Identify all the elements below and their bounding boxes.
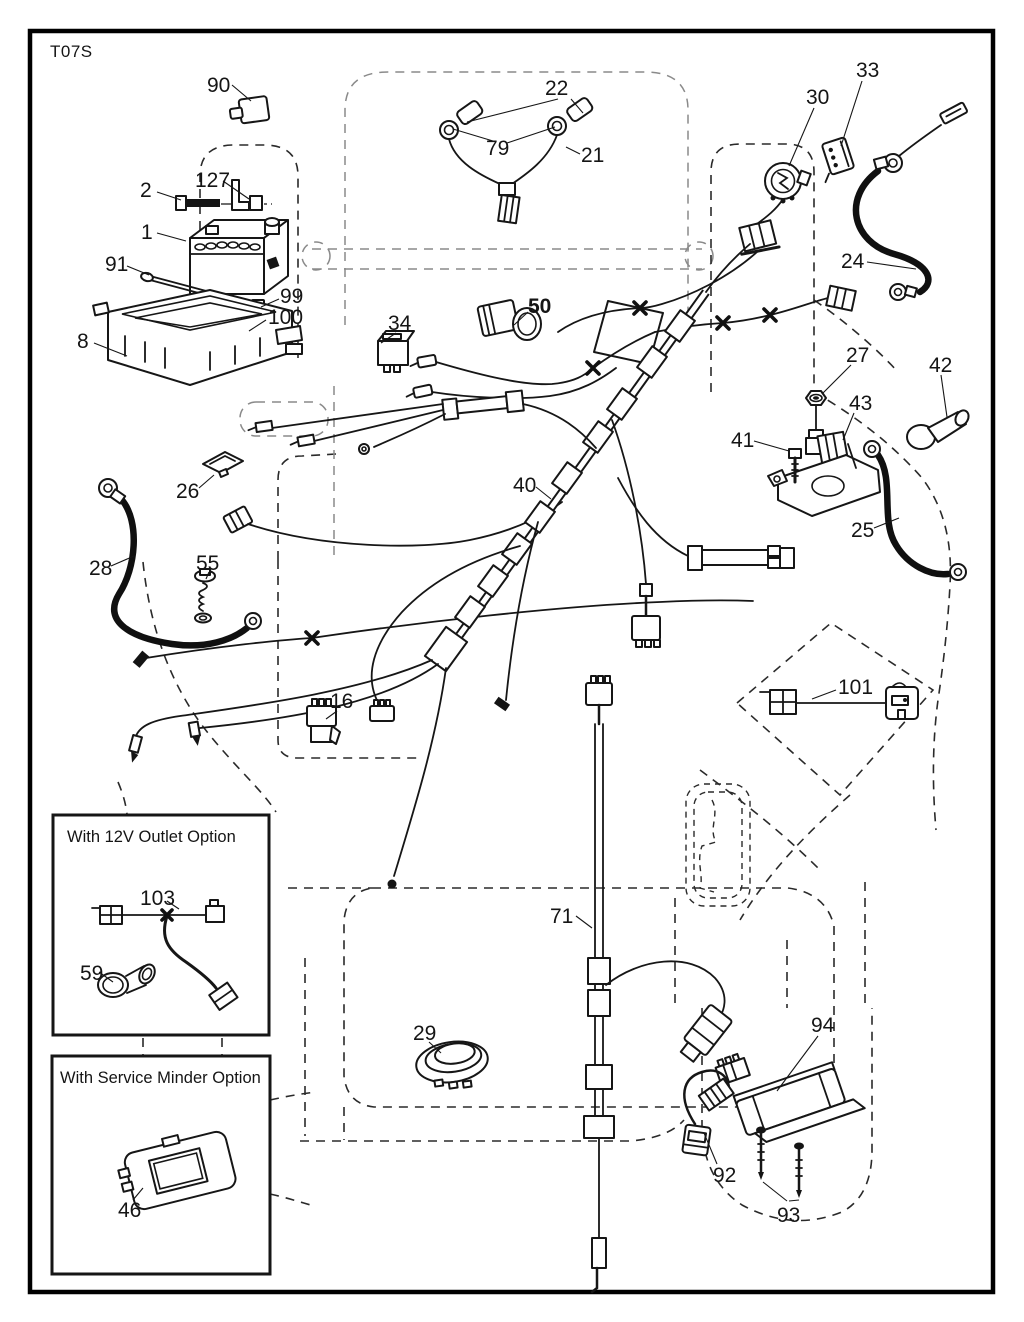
part-1-battery	[190, 218, 288, 294]
part-24-battery-cable	[856, 102, 968, 300]
label-91: 91	[105, 253, 129, 276]
inset-service-box	[52, 1056, 270, 1274]
part-8-battery-box	[93, 290, 302, 385]
label-46: 46	[118, 1199, 142, 1222]
label-100: 100	[268, 306, 304, 329]
label-25: 25	[851, 519, 875, 542]
part-27-nut	[806, 391, 826, 432]
label-71: 71	[550, 905, 574, 928]
part-29-cap	[414, 1037, 492, 1094]
part-71-wire	[584, 676, 733, 1292]
label-99: 99	[280, 285, 304, 308]
label-59: 59	[80, 962, 104, 985]
part-50-seat-switch	[477, 300, 663, 364]
label-26: 26	[176, 480, 200, 503]
label-2: 2	[140, 179, 152, 202]
label-1: 1	[141, 221, 153, 244]
part-127-bracket	[232, 180, 262, 210]
label-127: 127	[195, 169, 231, 192]
label-103: 103	[140, 887, 176, 910]
label-34: 34	[388, 312, 412, 335]
inset-outlet-box	[53, 815, 269, 1035]
part-42-boot	[907, 408, 971, 449]
part-94-module	[714, 1052, 865, 1147]
outlet-box-title: With 12V Outlet Option	[67, 828, 236, 846]
label-55: 55	[196, 552, 220, 575]
label-90: 90	[207, 74, 231, 97]
label-41: 41	[731, 429, 755, 452]
label-93: 93	[777, 1204, 801, 1227]
harness-end-connector	[370, 700, 394, 721]
label-43: 43	[849, 392, 873, 415]
label-16: 16	[330, 690, 354, 713]
part-22-79-21-headlight-harness	[440, 97, 594, 224]
label-8: 8	[77, 330, 89, 353]
label-24: 24	[841, 250, 865, 273]
label-79: 79	[486, 137, 510, 160]
part-30-ignition-switch	[765, 163, 811, 204]
label-29: 29	[413, 1022, 437, 1045]
label-92: 92	[713, 1164, 737, 1187]
service-box-title: With Service Minder Option	[60, 1069, 261, 1087]
label-27: 27	[846, 344, 870, 367]
diagram-code: T07S	[50, 42, 93, 61]
part-33-module	[814, 137, 856, 182]
label-50: 50	[528, 295, 552, 318]
label-40: 40	[513, 474, 537, 497]
label-30: 30	[806, 86, 830, 109]
part-55-screw-assembly	[195, 569, 215, 623]
label-94: 94	[811, 1014, 835, 1037]
label-42: 42	[929, 354, 953, 377]
part-43-solenoid	[768, 430, 880, 516]
part-26-fuse	[203, 452, 243, 477]
label-101: 101	[838, 676, 874, 699]
part-34-switch	[378, 331, 414, 372]
label-33: 33	[856, 59, 880, 82]
part-90-connector	[229, 96, 270, 125]
label-28: 28	[89, 557, 113, 580]
part-28-ground-cable	[99, 479, 261, 645]
label-22: 22	[545, 77, 569, 100]
label-21: 21	[581, 144, 605, 167]
